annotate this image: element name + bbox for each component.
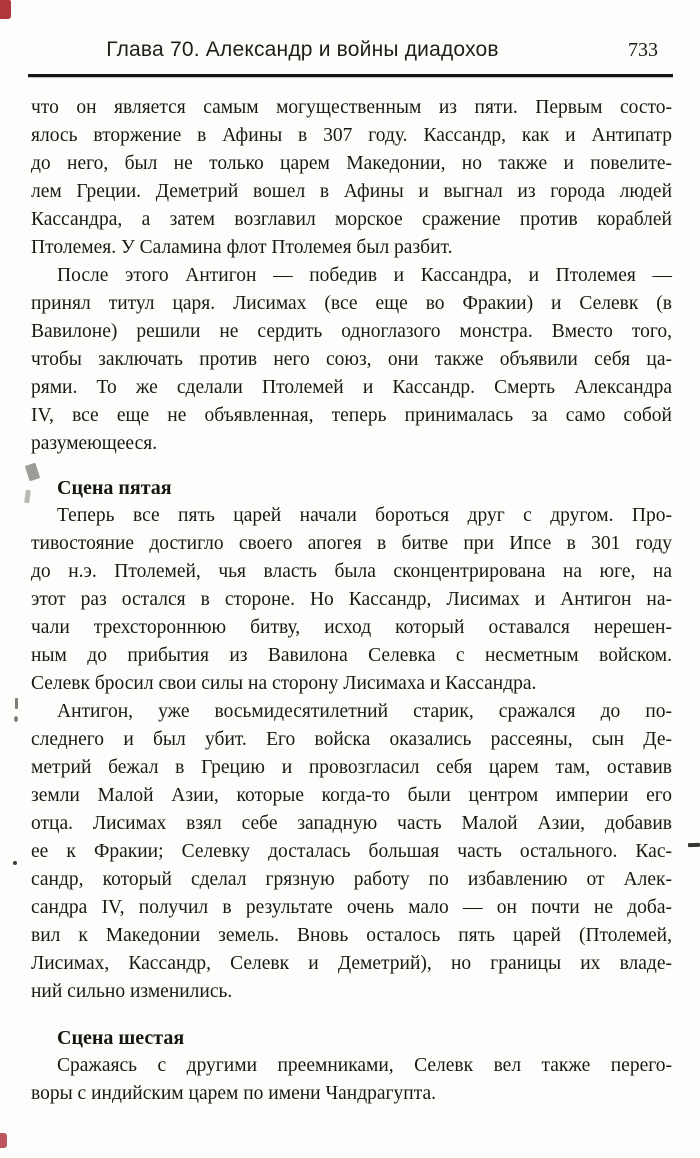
text-line: Антигон, уже восьмидесятилетний старик, сражался до по- [57, 701, 672, 722]
text-line: до него, был не только царем Македонии, но также и повелите- [31, 153, 672, 174]
text-line: разумеющееся. [31, 433, 158, 454]
paragraph [31, 1052, 672, 1108]
text-line: Лисимах, Кассандр, Селевк и Деметрий), но границы их владе- [31, 953, 672, 974]
text-line: что он является самым могущественным из пяти. Первым состо- [31, 97, 672, 118]
text-line: принял титул царя. Лисимах (все еще во Фракии) и Селевк (в [31, 293, 672, 314]
paragraph [31, 502, 672, 698]
text-line: ным до прибытия из Вавилона Селевка с несметным войском. [31, 645, 672, 666]
section-heading: Сцена шестая [57, 1027, 185, 1049]
red-edge-mark-icon [0, 1133, 7, 1148]
text-line: тивостояние достигло своего апогея в битве при Ипсе в 301 году [31, 533, 672, 554]
text-line: Птолемея. У Саламина флот Птолемея был разбит. [31, 237, 453, 258]
page-number: 733 [628, 39, 658, 61]
text-line: до н.э. Птолемей, чья власть была сконцентрирована на юге, на [31, 561, 672, 582]
text-line: ялось вторжение в Афины в 307 году. Кассандр, как и Антипатр [31, 125, 672, 146]
text-line: чтобы заключать против него союз, они также объявили себя ца- [31, 349, 672, 370]
margin-tick-icon [15, 698, 18, 709]
text-line: Теперь все пять царей начали бороться друг с другом. Про- [57, 505, 672, 526]
section-heading: Сцена пятая [57, 477, 172, 499]
text-line: После этого Антигон — победив и Кассандра, и Птолемея — [57, 265, 672, 286]
text-line: ее к Фракии; Селевку досталась большая часть остального. Кас- [31, 841, 672, 862]
page-header [30, 38, 670, 66]
text-line: Сражаясь с другими преемниками, Селевк вел также перего- [57, 1055, 672, 1076]
text-line: ний сильно изменились. [31, 981, 233, 1002]
text-line: вил к Македонии земель. Вновь осталось пять царей (Птолемей, [31, 925, 672, 946]
red-corner-mark-icon [0, 0, 11, 19]
pencil-tick-icon [24, 490, 31, 504]
paragraph [31, 698, 672, 1006]
text-line: метрий бежал в Грецию и провозгласил себя царем там, оставив [31, 757, 672, 778]
text-line: чали трехстороннюю битву, исход который оставался нерешен- [31, 617, 672, 638]
text-line: Кассандра, а затем возглавил морское сражение против кораблей [31, 209, 672, 230]
text-line: следнего и был убит. Его войска оказались рассеяны, сын Де- [31, 729, 672, 750]
text-line: Вавилоне) решили не сердить одноглазого монстра. Вместо того, [31, 321, 672, 342]
text-line: этот раз остался в стороне. Но Кассандр, Лисимах и Антигон на- [31, 589, 672, 610]
edge-dash-icon [688, 843, 700, 847]
text-line: воры с индийским царем по имени Чандрагупта. [31, 1083, 437, 1104]
page-content [31, 94, 672, 1108]
text-line: сандра IV, получил в результате очень мало — он почти не доба- [31, 897, 672, 918]
paragraph [31, 94, 672, 262]
text-line: лем Греции. Деметрий вошел в Афины и выгнал из города людей [31, 181, 672, 202]
chapter-title: Глава 70. Александр и войны диадохов [106, 38, 499, 61]
text-line: Селевк бросил свои силы на сторону Лисимаха и Кассандра. [31, 673, 537, 694]
paragraph [31, 262, 672, 458]
stray-dot-icon [13, 861, 17, 865]
text-line: земли Малой Азии, которые когда-то были центром империи его [31, 785, 672, 806]
margin-dot-icon [14, 716, 18, 722]
header-rule [28, 74, 673, 77]
text-line: отца. Лисимах взял себе западную часть Малой Азии, добавив [31, 813, 672, 834]
text-line: сандр, который сделал грязную работу по избавлению от Алек- [31, 869, 672, 890]
text-line: IV, все еще не объявленная, теперь принималась за само собой [31, 405, 672, 426]
text-line: рями. То же сделали Птолемей и Кассандр. Смерть Александра [31, 377, 672, 398]
